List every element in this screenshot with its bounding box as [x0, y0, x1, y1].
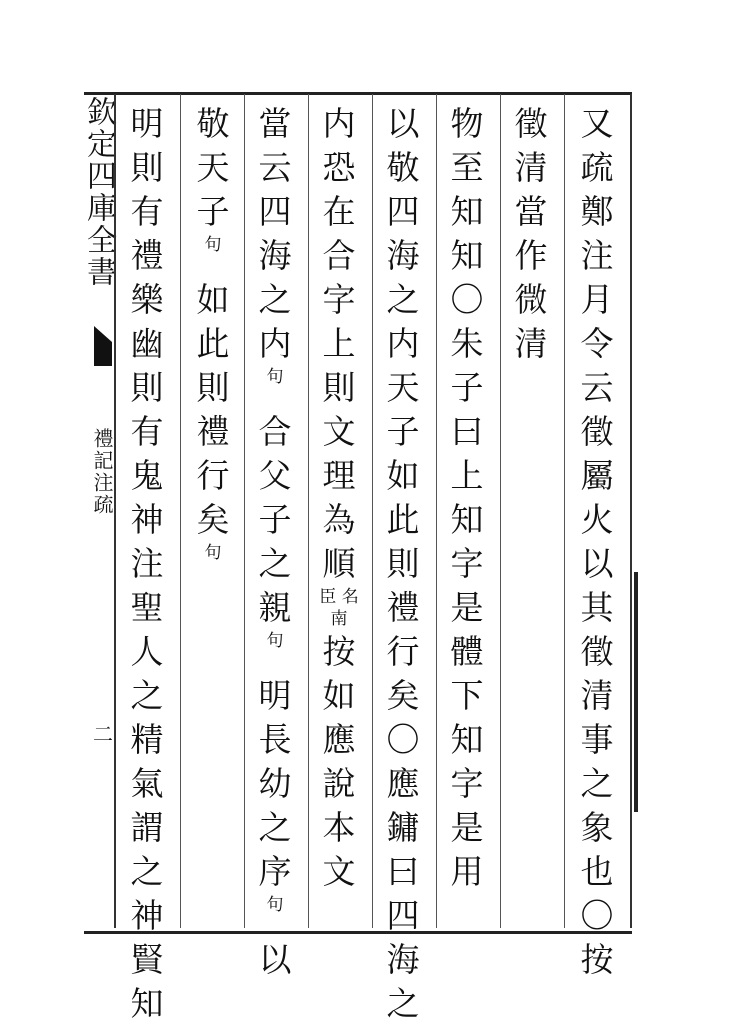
text-char: 云	[258, 148, 292, 187]
text-char: 之	[386, 984, 420, 1023]
text-char: 以	[580, 544, 614, 583]
text-char: 樂	[130, 280, 164, 319]
text-char: 氣	[130, 764, 164, 803]
text-char: 子	[450, 368, 484, 407]
text-char: 則	[130, 368, 164, 407]
annotation-char: 句	[266, 631, 284, 651]
text-char: 禮	[196, 412, 230, 451]
text-char: 在	[322, 192, 356, 231]
annotation-char: 句	[204, 543, 222, 563]
text-char: 以	[386, 104, 420, 143]
text-char: 曰	[450, 412, 484, 451]
margin-mark	[634, 572, 638, 812]
text-char: 恐	[322, 148, 356, 187]
text-char: 則	[386, 544, 420, 583]
text-char: 有	[130, 412, 164, 451]
text-char: 則	[130, 148, 164, 187]
text-column-7	[190, 102, 236, 586]
text-char: 令	[580, 324, 614, 363]
text-char: 海	[386, 940, 420, 979]
text-char: 神	[130, 896, 164, 935]
text-char: 幽	[130, 324, 164, 363]
text-char: 鄭	[580, 192, 614, 231]
text-char: 順	[322, 544, 356, 583]
text-char: 知	[130, 984, 164, 1023]
text-char: 屬	[580, 456, 614, 495]
text-char: 其	[580, 588, 614, 627]
text-char: 天	[196, 148, 230, 187]
text-char: 之	[580, 764, 614, 803]
text-char: 禮	[130, 236, 164, 275]
text-char: 象	[580, 808, 614, 847]
text-char: 微	[514, 280, 548, 319]
text-char: 敬	[196, 104, 230, 143]
text-char: 當	[258, 104, 292, 143]
text-char: 上	[322, 324, 356, 363]
text-char: 内	[322, 104, 356, 143]
text-char: 子	[258, 500, 292, 539]
text-char: 說	[322, 764, 356, 803]
text-char: 長	[258, 720, 292, 759]
text-char: 如	[196, 280, 230, 319]
annotation-char: 句	[266, 367, 284, 387]
text-char: 理	[322, 456, 356, 495]
text-char: 徵	[580, 632, 614, 671]
text-char: 之	[130, 676, 164, 715]
column-rule	[180, 94, 181, 928]
text-char: 幼	[258, 764, 292, 803]
text-char: 四	[386, 192, 420, 231]
text-char: 〇	[450, 280, 484, 319]
text-char: 事	[580, 720, 614, 759]
annotation-char: 句	[204, 235, 222, 255]
text-char: 賢	[130, 940, 164, 979]
text-char: 徵	[514, 104, 548, 143]
text-char: 如	[322, 676, 356, 715]
text-char: 至	[450, 148, 484, 187]
spine-subtitle: 禮記注疏	[90, 428, 114, 516]
text-char: 知	[450, 192, 484, 231]
text-char: 行	[196, 456, 230, 495]
text-char: 禮	[386, 588, 420, 627]
text-column-3	[444, 102, 490, 894]
text-char: 之	[258, 808, 292, 847]
text-char: 聖	[130, 588, 164, 627]
text-char: 〇	[386, 720, 420, 759]
column-rule	[244, 94, 245, 928]
text-char: 合	[258, 412, 292, 451]
text-char: 按	[322, 632, 356, 671]
annotation-char: 句	[266, 895, 284, 915]
text-char: 上	[450, 456, 484, 495]
text-char: 親	[258, 588, 292, 627]
text-char: 下	[450, 676, 484, 715]
text-char: 注	[580, 236, 614, 275]
text-char: 用	[450, 852, 484, 891]
text-column-1	[574, 102, 620, 982]
text-char: 知	[450, 720, 484, 759]
text-char: 矣	[196, 500, 230, 539]
text-char: 是	[450, 808, 484, 847]
spine-title: 欽定四庫全書	[81, 96, 116, 288]
text-char: 字	[450, 544, 484, 583]
text-char: 字	[322, 280, 356, 319]
text-char: 鏞	[386, 808, 420, 847]
column-rule	[500, 94, 501, 928]
text-char: 為	[322, 500, 356, 539]
column-rule	[630, 94, 632, 928]
text-char: 朱	[450, 324, 484, 363]
text-char: 徵	[580, 412, 614, 451]
text-char: 曰	[386, 852, 420, 891]
text-char: 精	[130, 720, 164, 759]
text-char: 應	[386, 764, 420, 803]
text-column-8	[124, 102, 170, 1026]
text-char: 海	[258, 236, 292, 275]
text-char: 之	[258, 280, 292, 319]
text-char: 鬼	[130, 456, 164, 495]
text-char: 疏	[580, 148, 614, 187]
text-char: 火	[580, 500, 614, 539]
annotation-char: 臣 名 南	[319, 587, 359, 629]
column-rule	[372, 94, 373, 928]
page-number: 二	[93, 722, 113, 746]
text-char: 也	[580, 852, 614, 891]
text-char: 云	[580, 368, 614, 407]
text-char: 有	[130, 192, 164, 231]
text-char: 四	[258, 192, 292, 231]
text-char: 本	[322, 808, 356, 847]
text-char: 以	[258, 940, 292, 979]
text-char: 清	[514, 148, 548, 187]
text-char: 月	[580, 280, 614, 319]
text-char: 子	[386, 412, 420, 451]
text-char: 行	[386, 632, 420, 671]
text-char: 敬	[386, 148, 420, 187]
text-char: 知	[450, 236, 484, 275]
text-column-5	[316, 102, 362, 894]
text-char: 内	[258, 324, 292, 363]
text-char: 注	[130, 544, 164, 583]
text-char: 則	[196, 368, 230, 407]
text-char: 神	[130, 500, 164, 539]
text-char: 序	[258, 852, 292, 891]
text-char: 文	[322, 852, 356, 891]
text-char: 清	[580, 676, 614, 715]
text-column-4	[380, 102, 426, 1026]
column-rule	[564, 94, 565, 928]
text-char: 又	[580, 104, 614, 143]
column-rule	[308, 94, 309, 928]
text-char: 則	[322, 368, 356, 407]
column-rule	[114, 94, 116, 928]
text-char: 物	[450, 104, 484, 143]
text-char: 字	[450, 764, 484, 803]
text-char: 作	[514, 236, 548, 275]
text-char: 父	[258, 456, 292, 495]
text-char: 當	[514, 192, 548, 231]
text-char: 〇	[580, 896, 614, 935]
text-char: 海	[386, 236, 420, 275]
text-char: 之	[130, 852, 164, 891]
text-char: 此	[386, 500, 420, 539]
text-char: 之	[386, 280, 420, 319]
text-char: 文	[322, 412, 356, 451]
text-char: 合	[322, 236, 356, 275]
text-char: 明	[130, 104, 164, 143]
column-rule	[436, 94, 437, 928]
text-char: 内	[386, 324, 420, 363]
text-char: 如	[386, 456, 420, 495]
text-char: 體	[450, 632, 484, 671]
text-char: 天	[386, 368, 420, 407]
text-char: 矣	[386, 676, 420, 715]
text-char: 此	[196, 324, 230, 363]
text-char: 應	[322, 720, 356, 759]
text-char: 清	[514, 324, 548, 363]
text-char: 四	[386, 896, 420, 935]
text-char: 按	[580, 940, 614, 979]
text-char: 是	[450, 588, 484, 627]
text-char: 人	[130, 632, 164, 671]
text-char: 子	[196, 192, 230, 231]
text-char: 謂	[130, 808, 164, 847]
text-char: 明	[258, 676, 292, 715]
text-column-2	[508, 102, 554, 366]
text-char: 知	[450, 500, 484, 539]
text-char: 之	[258, 544, 292, 583]
text-column-6	[252, 102, 298, 982]
